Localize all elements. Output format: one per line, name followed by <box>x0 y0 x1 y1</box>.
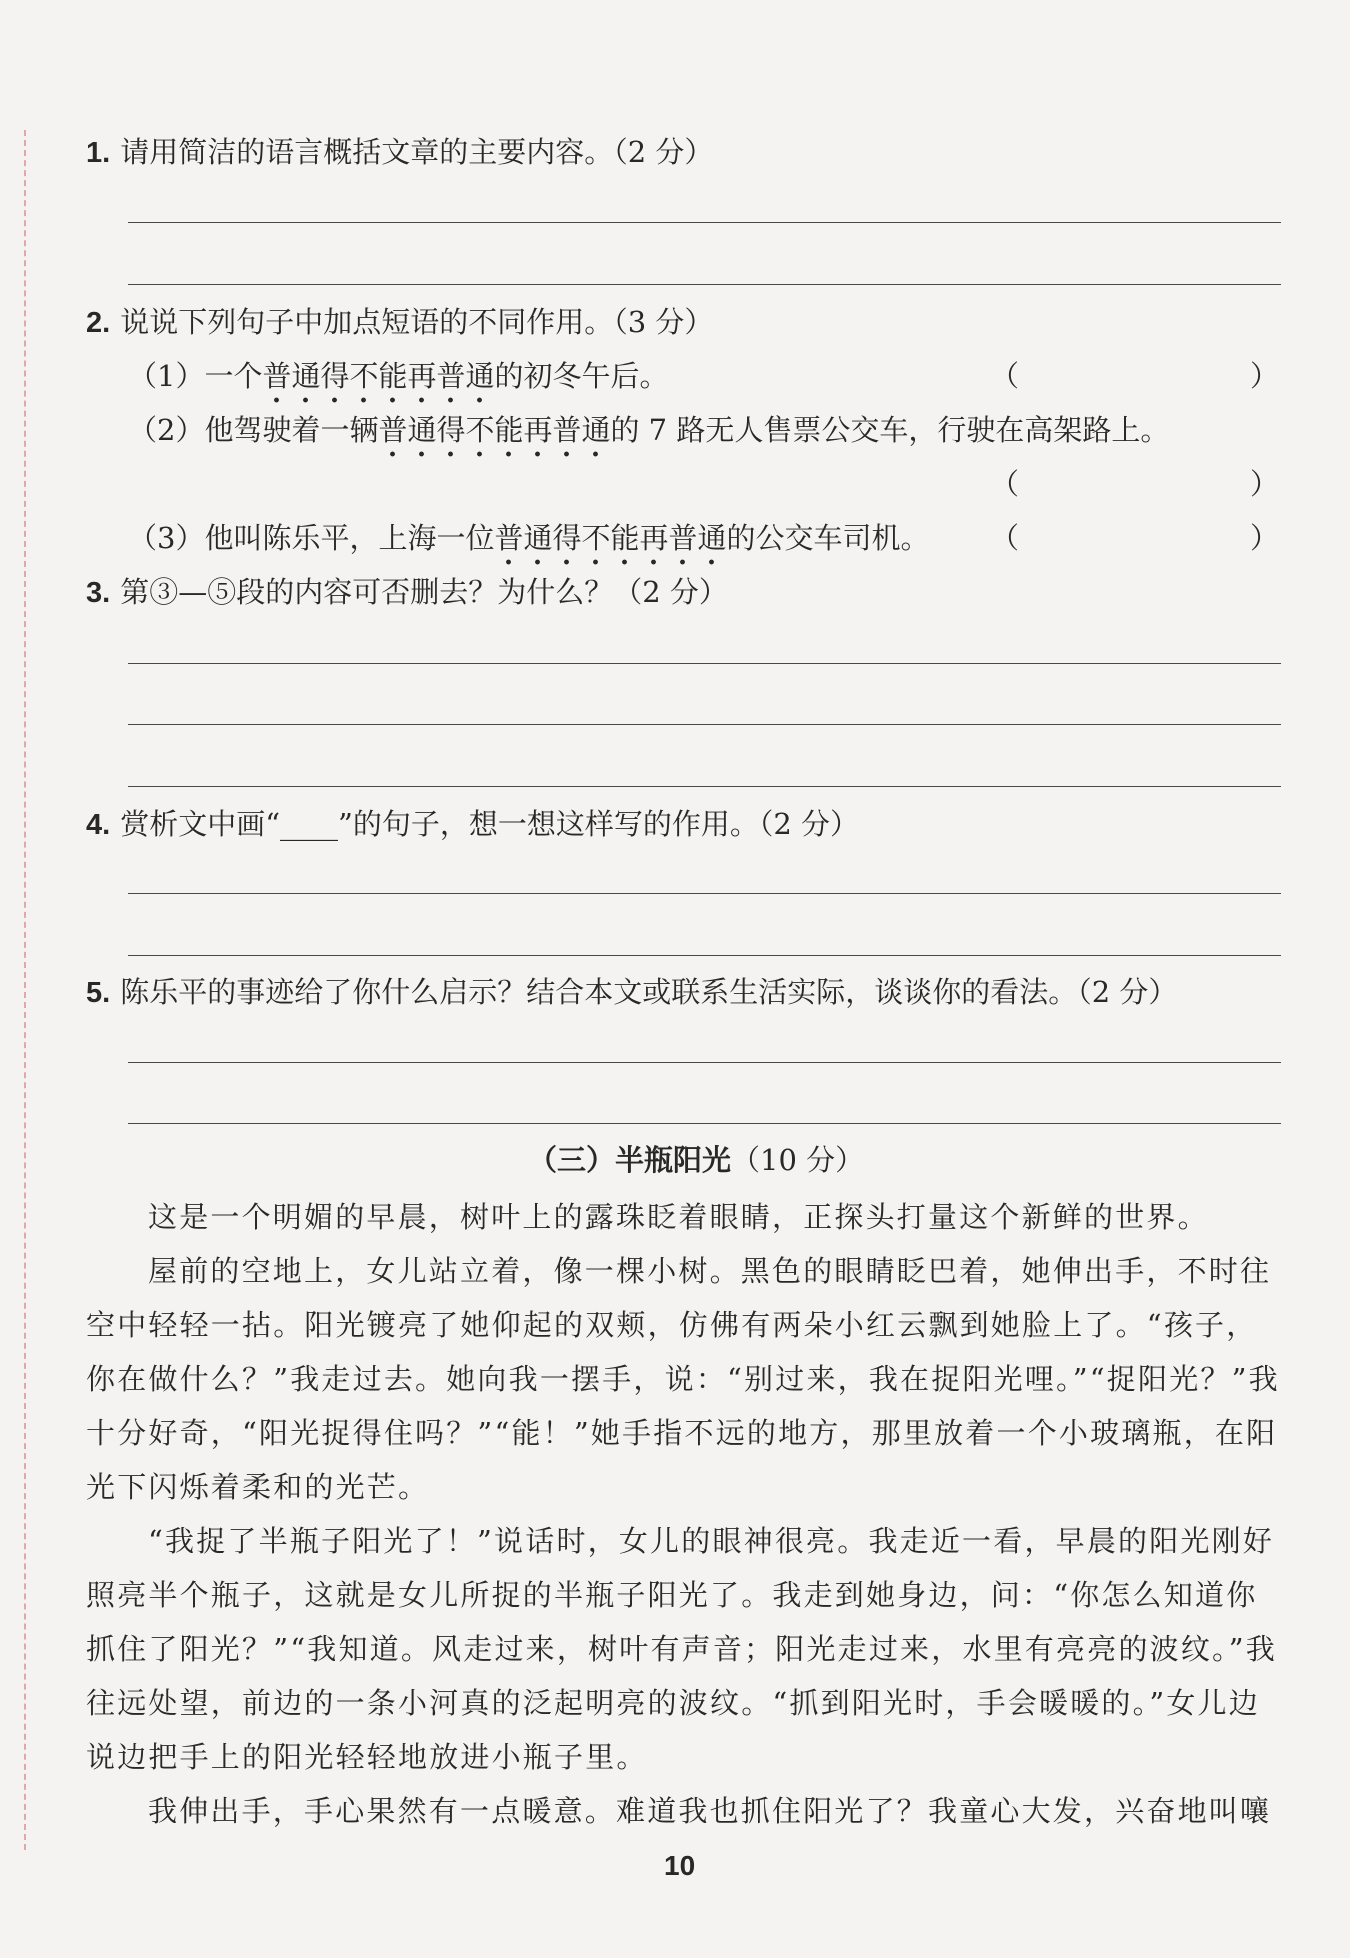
sub-question-2 <box>128 410 1169 450</box>
sub-question-1 <box>128 356 668 396</box>
answer-line[interactable] <box>128 786 1281 787</box>
sub-text: 的 7 路无人售票公交车，行驶在高架路上。 <box>610 413 1170 447</box>
sub-text: （3）他叫陈乐平，上海一位 <box>128 521 495 555</box>
sub-text: （2）他驾驶着一辆 <box>128 413 379 447</box>
passage-paragraph: 屋前的空地上，女儿站立着，像一棵小树。黑色的眼睛眨巴着，她伸出手，不时往空中轻轻一拈。阳光镀亮了她仰起的双颊，仿佛有两朵小红云飘到她脸上了。“孩子，你在做什么？”我走过去。她向我一摆手，说：“别过来，我在捉阳光哩。”“捉阳光？”我十分好奇，“阳光捉得住吗？”“能！”她手指不远的地方，那里放着一个小玻璃瓶，在阳光下闪烁着柔和的光芒。 <box>86 1254 1280 1504</box>
question-number: 4. <box>86 809 111 841</box>
question-number: 2. <box>86 307 111 339</box>
question-1 <box>86 132 713 173</box>
question-text: 赏析文中画“____”的句子，想一想这样写的作用。（2 分） <box>120 807 860 841</box>
passage-paragraph: 我伸出手，手心果然有一点暖意。难道我也抓住阳光了？我童心大发，兴奋地叫嚷 <box>148 1794 1272 1828</box>
section-title: （三）半瓶阳光 <box>528 1143 732 1177</box>
answer-line[interactable] <box>128 1123 1281 1124</box>
answer-line[interactable] <box>128 222 1281 223</box>
margin-dashed-line <box>24 130 26 1850</box>
emphasized-phrase: 普通得不能再普通 <box>494 521 726 567</box>
question-number: 3. <box>86 577 111 609</box>
page-number: 10 <box>664 1850 696 1881</box>
answer-paren-open: （ <box>990 359 1020 393</box>
sub-text: 的初冬午后。 <box>494 359 669 393</box>
sub-question-3 <box>128 518 929 558</box>
passage <box>86 1190 1286 1838</box>
section-heading <box>528 1140 864 1180</box>
answer-paren-open: （ <box>990 521 1020 555</box>
question-number: 5. <box>86 977 111 1009</box>
answer-paren-close: ） <box>1250 359 1280 393</box>
question-text: 第③—⑤段的内容可否删去？为什么？（2 分） <box>120 575 728 609</box>
answer-line[interactable] <box>128 893 1281 894</box>
section-score: （10 分） <box>731 1143 865 1177</box>
question-text: 陈乐平的事迹给了你什么启示？结合本文或联系生活实际，谈谈你的看法。（2 分） <box>120 975 1178 1009</box>
question-number: 1. <box>86 137 111 169</box>
question-text: 请用简洁的语言概括文章的主要内容。（2 分） <box>120 135 714 169</box>
answer-paren-close: ） <box>1250 521 1280 555</box>
answer-line[interactable] <box>128 955 1281 956</box>
answer-line[interactable] <box>128 663 1281 664</box>
answer-line[interactable] <box>128 1062 1281 1063</box>
question-text: 说说下列句子中加点短语的不同作用。（3 分） <box>120 305 714 339</box>
emphasized-phrase: 普通得不能再普通 <box>378 413 610 459</box>
answer-line[interactable] <box>128 724 1281 725</box>
passage-paragraph: “我捉了半瓶子阳光了！”说话时，女儿的眼神很亮。我走近一看，早晨的阳光刚好照亮半个瓶子，这就是女儿所捉的半瓶子阳光了。我走到她身边，问：“你怎么知道你抓住了阳光？”“我知道。风走过来，树叶有声音；阳光走过来，水里有亮亮的波纹。”我往远处望，前边的一条小河真的泛起明亮的波纹。“抓到阳光时，手会暖暖的。”女儿边说边把手上的阳光轻轻地放进小瓶子里。 <box>86 1524 1277 1774</box>
answer-paren-open: （ <box>990 467 1020 501</box>
answer-paren-close: ） <box>1250 467 1280 501</box>
question-4 <box>86 804 859 845</box>
sub-text: （1）一个 <box>128 359 263 393</box>
question-5 <box>86 972 1177 1013</box>
question-3 <box>86 572 728 613</box>
answer-line[interactable] <box>128 284 1281 285</box>
sub-text: 的公交车司机。 <box>726 521 930 555</box>
emphasized-phrase: 普通得不能再普通 <box>262 359 494 405</box>
question-2 <box>86 302 713 343</box>
passage-paragraph: 这是一个明媚的早晨，树叶上的露珠眨着眼睛，正探头打量这个新鲜的世界。 <box>148 1200 1209 1234</box>
